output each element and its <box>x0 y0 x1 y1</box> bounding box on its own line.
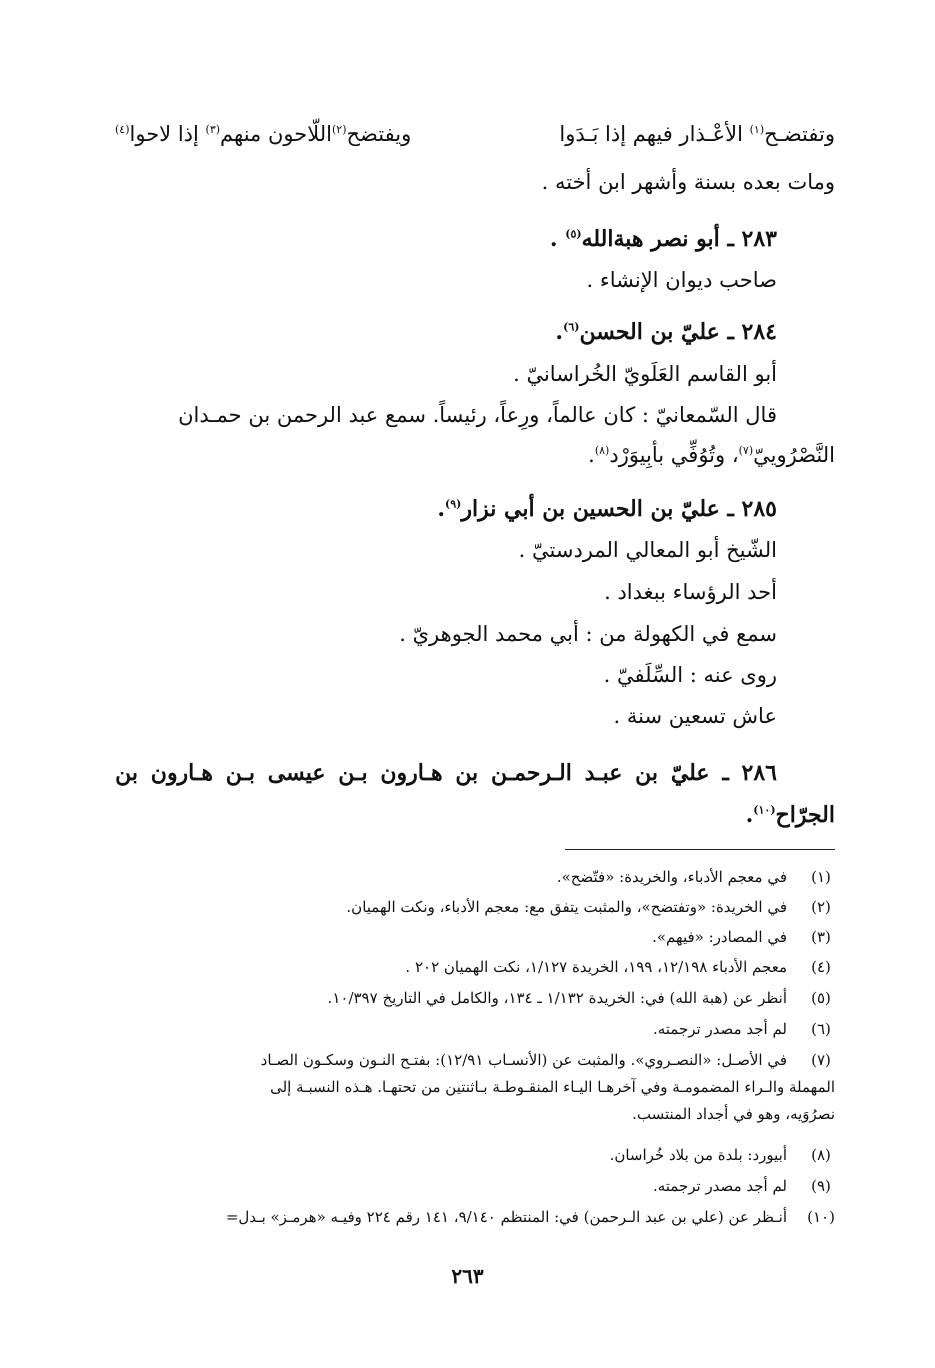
footnote-number: (٢) <box>811 898 831 916</box>
footnote <box>100 985 835 1012</box>
body-line: أحد الرؤساء ببغداد . <box>604 580 777 604</box>
heading-word: عيسى <box>267 760 326 786</box>
verse-line <box>115 116 835 152</box>
footnote-text: أنظر عن (هبة الله) في: الخريدة ١/١٣٢ ـ ١٣٤، والكامل في التاريخ ١٠/٣٩٧. <box>327 989 787 1007</box>
heading-word: بن <box>455 760 479 786</box>
footnote-text: معجم الأدباء ١٢/١٩٨، ١٩٩، الخريدة ١/١٢٧، نكت الهميان ٢٠٢ . <box>405 958 787 976</box>
footnote <box>100 1142 835 1169</box>
entry-heading-286-cont: الجرّاح$^{(١٠)}$. <box>745 802 835 828</box>
footnote-number: (٨) <box>811 1146 831 1164</box>
body-line: ومات بعده بسنة وأشهر ابن أخته . <box>541 170 835 194</box>
entry-heading-283: ٢٨٣ ـ أبو نصر هبةالله$^{(٥)}$ . <box>549 226 777 252</box>
heading-word: ـ <box>722 760 729 786</box>
footnote-text-continued: نصرُوَيه، وهو في أجداد المنتسب. <box>632 1105 835 1123</box>
heading-word: ٢٨٦ <box>741 760 777 786</box>
entry-heading-286 <box>115 755 835 791</box>
body-line: روى عنه : السِّلَفيّ . <box>603 663 777 687</box>
body-line: سمع في الكهولة من : أبي محمد الجوهريّ . <box>399 622 777 646</box>
body-line: عاش تسعين سنة . <box>613 704 777 728</box>
heading-word: بـن <box>338 760 368 786</box>
entry-heading-285: ٢٨٥ ـ عليّ بن الحسين بن أبي نزار$^{(٩)}$. <box>437 496 777 522</box>
footnote-text: في الخريدة: «وتفتضح»، والمثبت يتفق مع: معجم الأدباء، ونكت الهميان. <box>346 898 787 916</box>
page-number: ٢٦٣ <box>451 1264 484 1288</box>
footnote-text: أنـظر عن (علي بن عبد الـرحمن) في: المنتظم ٩/١٤٠، ١٤١ رقم ٢٢٤ وفيـه «هرمـز» بـدل= <box>225 1208 787 1226</box>
body-line: صاحب ديوان الإنشاء . <box>586 268 777 292</box>
footnote <box>100 1173 835 1200</box>
verse-right-hemistich: وتفتضـح$^{(١)}$ الأعْـذار فيهم إذا بَـدَوا <box>559 122 835 146</box>
body-line: النَّصْرُوييّ$^{(٧)}$، وتُوُفِّي بأبِيوَرْد$^{(٨)}$. <box>588 443 835 467</box>
body-line: أبو القاسم العَلَويّ الخُراسانيّ . <box>513 362 777 386</box>
heading-word: بن <box>115 760 139 786</box>
footnote-number: (١٠) <box>807 1208 835 1226</box>
heading-word: بـن <box>225 760 256 786</box>
footnote <box>100 1047 835 1128</box>
body-line: الشّيخ أبو المعالي المردستيّ . <box>518 538 777 562</box>
body-line: قال السّمعانيّ : كان عالماً، ورِعاً، رئيساً. سمع عبد الرحمن بن حمـدان <box>178 403 777 427</box>
footnote-text: أبيورد: بلدة من بلاد خُراسان. <box>609 1146 787 1164</box>
footnote-text: في المصادر: «فيهم». <box>652 928 787 946</box>
footnote-text: لم أجد مصدر ترجمته. <box>652 1020 787 1038</box>
footnote <box>100 924 835 951</box>
footnote-number: (٣) <box>811 928 831 946</box>
footnote-number: (٧) <box>811 1051 831 1069</box>
heading-word: بن <box>635 760 659 786</box>
footnote-text-continued: المهملة والـراء المضمومـة وفي آخرهـا اليـاء المنقـوطـة بـاثنتين من تحتهـا. هـذه النسبـة إلى <box>270 1078 835 1096</box>
footnote <box>100 954 835 981</box>
entry-heading-284: ٢٨٤ ـ عليّ بن الحسن$^{(٦)}$. <box>555 319 777 345</box>
footnote-text: في معجم الأدباء، والخريدة: «فتّضح». <box>556 868 787 886</box>
footnote-separator <box>565 849 835 850</box>
footnote-text: لم أجد مصدر ترجمته. <box>652 1177 787 1195</box>
footnote-number: (٩) <box>811 1177 831 1195</box>
heading-word: عليّ <box>670 760 710 786</box>
footnote-text: في الأصـل: «النصـروي». والمثبت عن (الأنسـاب ١٢/٩١): بفتـح النـون وسكـون الصـاد <box>260 1051 787 1069</box>
heading-word: هـارون <box>150 760 213 786</box>
footnote <box>100 864 835 891</box>
heading-word: الـرحمـن <box>490 760 572 786</box>
footnote <box>100 894 835 921</box>
footnote <box>100 1204 835 1231</box>
footnote <box>100 1016 835 1043</box>
footnote-number: (٦) <box>811 1020 831 1038</box>
heading-word: هـارون <box>380 760 443 786</box>
heading-word: عبـد <box>584 760 623 786</box>
verse-left-hemistich: ويفتضح$^{(٢)}$اللّاحون منهم$^{(٣)}$ إذا لاحوا$^{(٤)}$ <box>115 122 412 146</box>
footnote-number: (٤) <box>811 958 831 976</box>
footnote-number: (٥) <box>811 989 831 1007</box>
footnote-number: (١) <box>811 868 831 886</box>
